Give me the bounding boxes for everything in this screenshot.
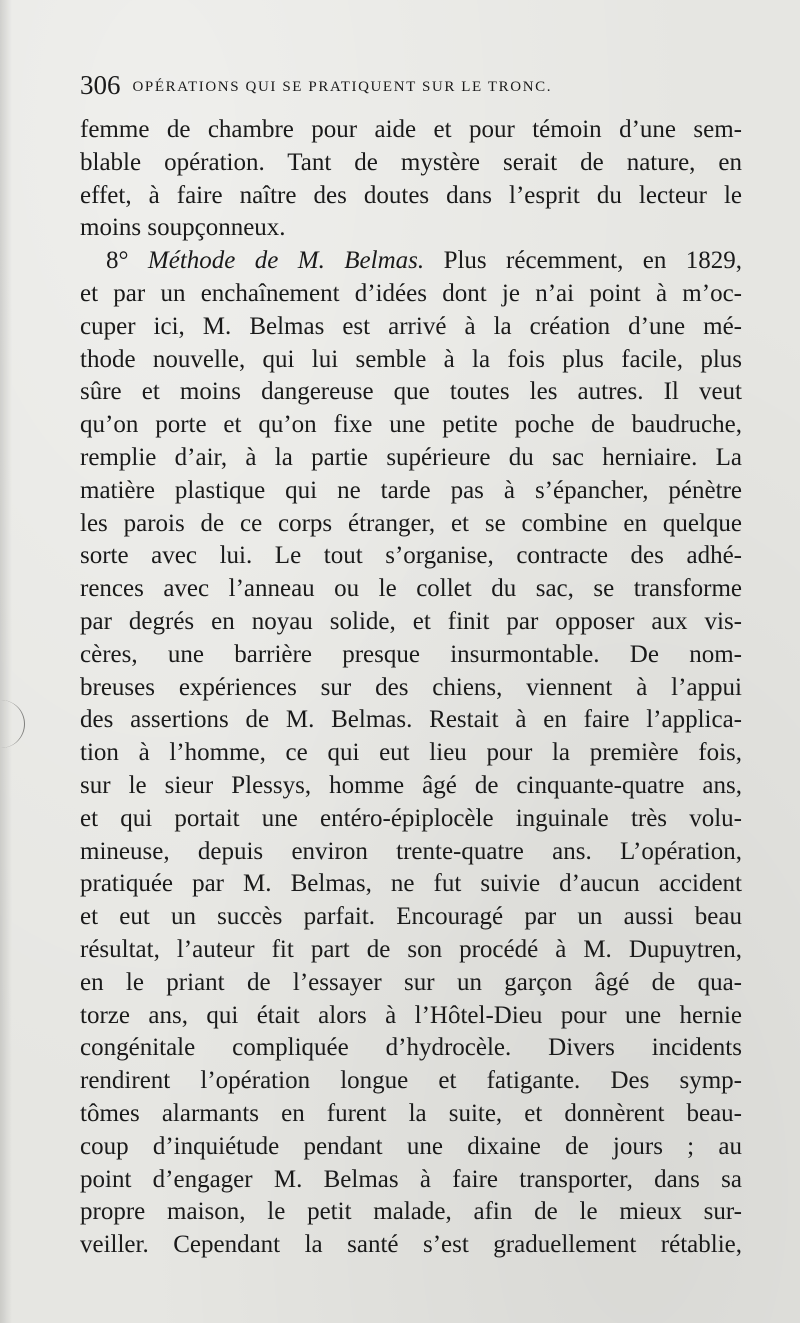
text-line: matière plastique qui ne tarde pas à s’épancher, pénètre — [80, 476, 742, 504]
text-line: moins soupçonneux. — [80, 214, 286, 242]
text-line: effet, à faire naître des doutes dans l’esprit du lecteur le — [80, 181, 742, 209]
text-line: cuper ici, M. Belmas est arrivé à la création d’une mé- — [80, 312, 742, 340]
text-line: résultat, l’auteur fit part de son procédé à M. Dupuytren, — [80, 935, 742, 963]
text-line: par degrés en noyau solide, et finit par opposer aux vis- — [80, 607, 742, 635]
text-line: femme de chambre pour aide et pour témoin d’une sem- — [80, 116, 742, 143]
page-number: 306 — [80, 70, 121, 100]
text-line: tômes alarmants en furent la suite, et donnèrent beau- — [80, 1099, 742, 1127]
text-line: des assertions de M. Belmas. Restait à en faire l’applica- — [80, 706, 742, 734]
running-head — [80, 70, 720, 104]
text-line: propre maison, le petit malade, afin de le mieux sur- — [80, 1198, 742, 1226]
text-line: thode nouvelle, qui lui semble à la fois plus facile, plus — [80, 345, 742, 373]
running-head-title: OPÉRATIONS QUI SE PRATIQUENT SUR LE TRONC. — [132, 79, 553, 95]
method-heading: Méthode de M. Belmas. — [147, 247, 425, 275]
text-line: qu’on porte et qu’on fixe une petite poche de baudruche, — [80, 411, 742, 439]
text-line: congénitale compliquée d’hydrocèle. Divers incidents — [80, 1034, 742, 1062]
text-line: rences avec l’anneau ou le collet du sac, se transforme — [80, 575, 742, 603]
text-line: breuses expériences sur des chiens, viennent à l’appui — [80, 673, 742, 701]
text-line: point d’engager M. Belmas à faire transporter, dans sa — [80, 1165, 742, 1193]
text-line: blable opération. Tant de mystère serait de nature, en — [80, 148, 742, 176]
paragraph-heading-rest: Plus récemment, en 1829, — [443, 247, 743, 275]
text-line: torze ans, qui était alors à l’Hôtel-Dieu pour une hernie — [80, 1001, 742, 1029]
text-line: et qui portait une entéro-épiplocèle inguinale très volu- — [80, 804, 742, 832]
text-line: et eut un succès parfait. Encouragé par un aussi beau — [80, 903, 742, 931]
page-gutter-shadow — [0, 0, 12, 1323]
paragraph-number: 8° — [106, 247, 129, 275]
body-text — [80, 114, 742, 1262]
paragraph-heading-line — [80, 245, 742, 278]
text-line: mineuse, depuis environ trente-quatre ans. L’opération, — [80, 837, 742, 865]
text-line: remplie d’air, à la partie supérieure du sac herniaire. La — [80, 443, 742, 471]
text-line: et par un enchaînement d’idées dont je n’ai point à m’oc- — [80, 279, 742, 307]
text-line: cères, une barrière presque insurmontable. De nom- — [80, 640, 742, 668]
text-line: pratiquée par M. Belmas, ne fut suivie d’aucun accident — [80, 870, 742, 898]
text-line: sorte avec lui. Le tout s’organise, contracte des adhé- — [80, 542, 742, 570]
text-line: sur le sieur Plessys, homme âgé de cinquante-quatre ans, — [80, 771, 742, 799]
text-line: veiller. Cependant la santé s’est graduellement rétablie, — [80, 1231, 742, 1259]
margin-bracket-mark — [0, 700, 25, 748]
text-line: les parois de ce corps étranger, et se combine en quelque — [80, 509, 742, 537]
text-line: en le priant de l’essayer sur un garçon âgé de qua- — [80, 968, 742, 996]
text-line: sûre et moins dangereuse que toutes les autres. Il veut — [80, 378, 742, 406]
text-line: coup d’inquiétude pendant une dixaine de jours ; au — [80, 1132, 742, 1160]
text-line: tion à l’homme, ce qui eut lieu pour la première fois, — [80, 739, 742, 767]
text-line: rendirent l’opération longue et fatigante. Des symp- — [80, 1067, 742, 1095]
